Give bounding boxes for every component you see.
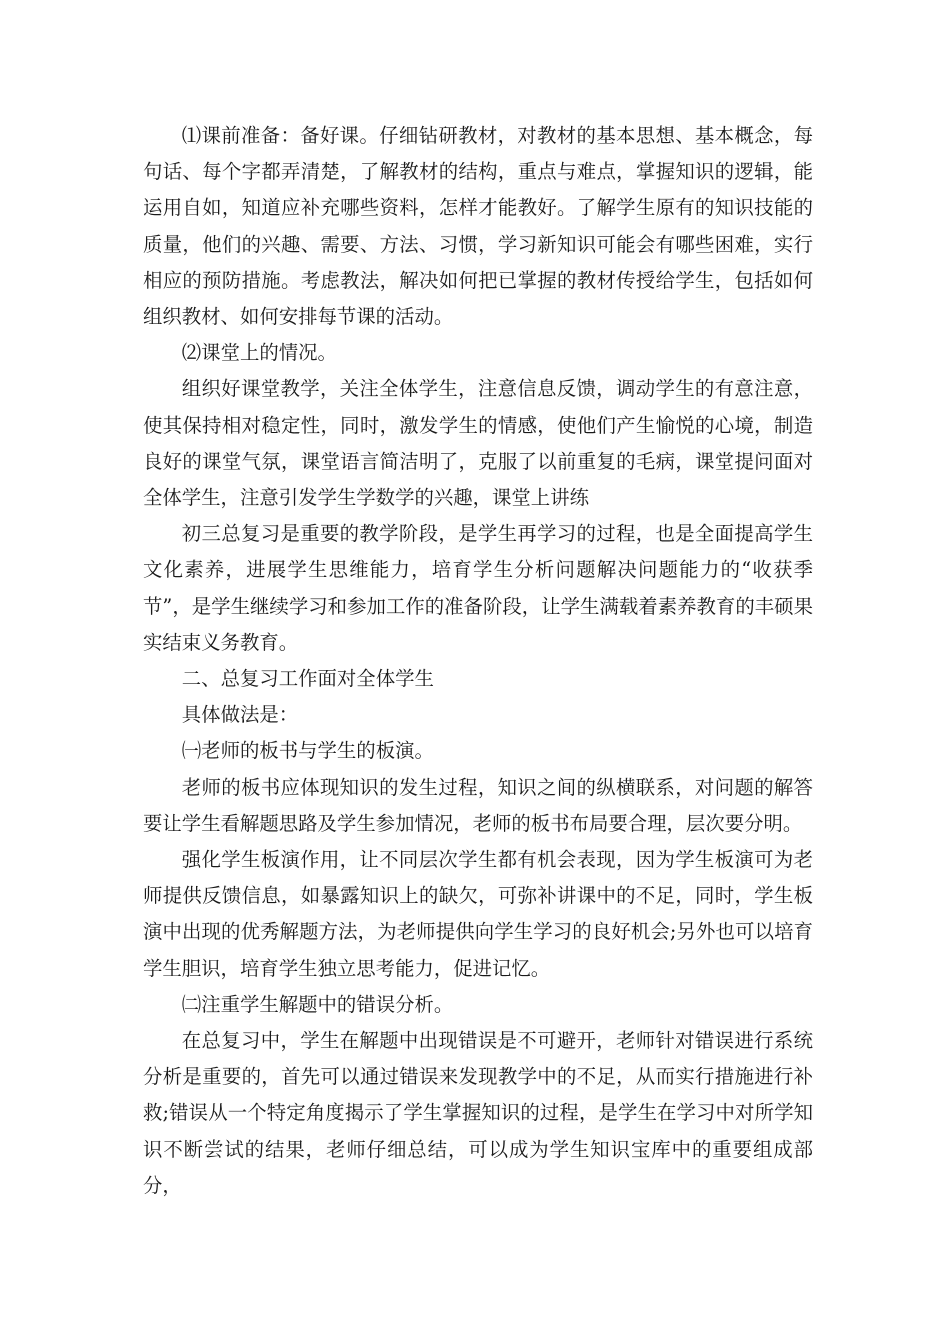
section-heading-whole-class: 二、总复习工作面对全体学生 xyxy=(181,667,434,691)
paragraph-grade-nine-review: 初三总复习是重要的教学阶段，是学生再学习的过程，也是全面提高学生文化素养，进展学生思维能力，培育学生分析问题解决问题能力的“收获季节”，是学生继续学习和参加工作的准备阶段，让学生满载着素养教育的丰硕果实结束义务教育。 xyxy=(143,522,813,654)
paragraph-error-analysis: 在总复习中，学生在解题中出现错误是不可避开，老师针对错误进行系统分析是重要的，首先可以通过错误来发现教学中的不足，从而实行措施进行补救;错误从一个特定角度揭示了学生掌握知识的过程，是学生在学习中对所学知识不断尝试的结果，老师仔细总结，可以成为学生知识宝库中的重要组成部分， xyxy=(143,1029,813,1197)
paragraph-classroom-heading: ⑵课堂上的情况。 xyxy=(181,341,337,365)
document-page xyxy=(143,118,813,1204)
paragraph-classroom-organization: 组织好课堂教学，关注全体学生，注意信息反馈，调动学生的有意注意，使其保持相对稳定性，同时，激发学生的情感，使他们产生愉悦的心境，制造良好的课堂气氛，课堂语言简洁明了，克服了以前重复的毛病，课堂提问面对全体学生，注意引发学生学数学的兴趣，课堂上讲练 xyxy=(143,377,813,510)
paragraph-student-board-work: 强化学生板演作用，让不同层次学生都有机会表现，因为学生板演可为老师提供反馈信息，如暴露知识上的缺欠，可弥补讲课中的不足，同时，学生板演中出现的优秀解题方法，为老师提供向学生学习的良好机会;另外也可以培育学生胆识，培育学生独立思考能力，促进记忆。 xyxy=(143,848,813,980)
subheading-blackboard: ㈠老师的板书与学生的板演。 xyxy=(181,739,434,763)
paragraph-methods-intro: 具体做法是： xyxy=(181,703,299,727)
paragraph-teacher-blackboard: 老师的板书应体现知识的发生过程，知识之间的纵横联系，对问题的解答要让学生看解题思路及学生参加情况，老师的板书布局要合理，层次要分明。 xyxy=(143,775,813,835)
subheading-error-analysis: ㈡注重学生解题中的错误分析。 xyxy=(181,992,454,1016)
paragraph-lesson-preparation: ⑴课前准备：备好课。仔细钻研教材，对教材的基本思想、基本概念，每句话、每个字都弄清楚，了解教材的结构，重点与难点，掌握知识的逻辑，能运用自如，知道应补充哪些资料，怎样才能教好。了解学生原有的知识技能的质量，他们的兴趣、需要、方法、习惯，学习新知识可能会有哪些困难，实行相应的预防措施。考虑教法，解决如何把已掌握的教材传授给学生，包括如何组织教材、如何安排每节课的活动。 xyxy=(143,124,813,329)
